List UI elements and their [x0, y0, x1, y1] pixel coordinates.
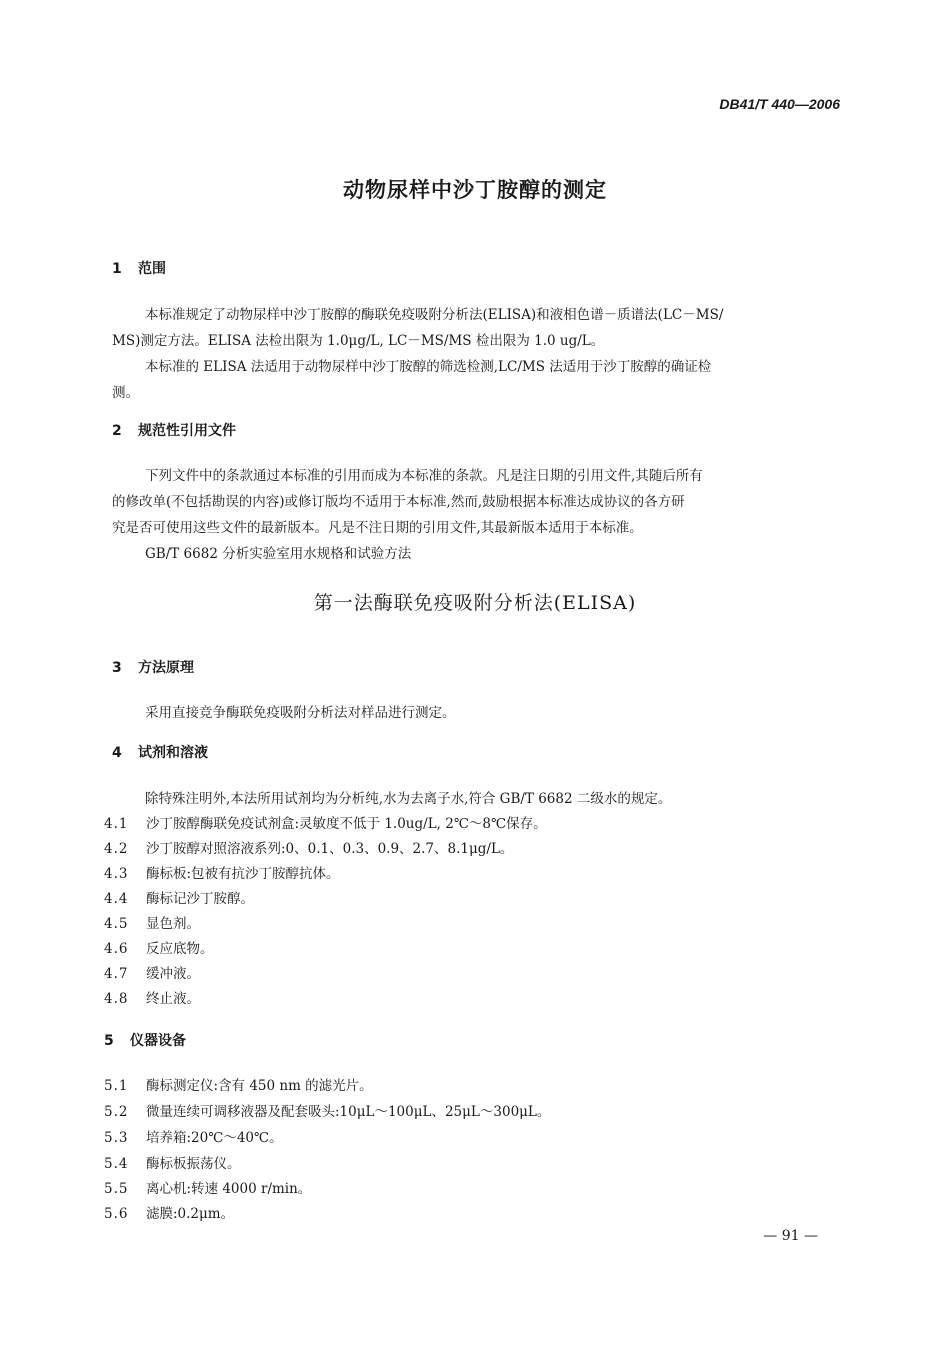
- list-item: [104, 937, 214, 957]
- item-number: 4.4: [104, 891, 129, 907]
- item-text: 酶标板振荡仪。: [146, 1156, 241, 1172]
- item-text: 反应底物。: [146, 941, 214, 957]
- item-number: 5.5: [104, 1181, 129, 1197]
- section-4-heading: [112, 742, 208, 762]
- section-2-reference: GB/T 6682 分析实验室用水规格和试验方法: [145, 546, 412, 562]
- section-2-line3: 究是否可使用这些文件的最新版本。凡是不注日期的引用文件,其最新版本适用于本标准。: [112, 520, 643, 536]
- section-1-para2-line2: 测。: [112, 385, 139, 401]
- item-text: 沙丁胺醇酶联免疫试剂盒:灵敏度不低于 1.0ug/L, 2℃～8℃保存。: [146, 816, 547, 832]
- section-1-heading: [112, 258, 166, 278]
- item-text: 终止液。: [146, 991, 200, 1007]
- list-item: [104, 1202, 234, 1222]
- item-number: 5.6: [104, 1206, 129, 1222]
- section-1-para1-line1: 本标准规定了动物尿样中沙丁胺醇的酶联免疫吸附分析法(ELISA)和液相色谱－质谱法(LC－MS/: [145, 307, 724, 323]
- section-2-line2: 的修改单(不包括勘误的内容)或修订版均不适用于本标准,然而,鼓励根据本标准达成协议的各方研: [112, 494, 685, 510]
- list-item: [104, 987, 200, 1007]
- page-title: 动物尿样中沙丁胺醇的测定: [343, 178, 607, 202]
- section-1-para2-line1: 本标准的 ELISA 法适用于动物尿样中沙丁胺醇的筛选检测,LC/MS 法适用于沙丁胺醇的确证检: [145, 359, 712, 375]
- item-number: 5.3: [104, 1130, 129, 1146]
- section-1-para1-line2: MS)测定方法。ELISA 法检出限为 1.0μg/L, LC－MS/MS 检出限为 1.0 ug/L。: [112, 333, 605, 349]
- section-3-title: 方法原理: [138, 660, 194, 676]
- item-text: 滤膜:0.2μm。: [146, 1206, 235, 1222]
- section-5-heading: [104, 1030, 186, 1050]
- section-5-number: 5: [104, 1033, 114, 1049]
- item-text: 培养箱:20℃～40℃。: [146, 1130, 283, 1146]
- section-1-title: 范围: [138, 261, 166, 277]
- item-number: 4.2: [104, 841, 129, 857]
- item-number: 5.1: [104, 1078, 129, 1094]
- section-4-title: 试剂和溶液: [138, 745, 208, 761]
- page-number: — 91 —: [763, 1228, 818, 1244]
- item-text: 酶标板:包被有抗沙丁胺醇抗体。: [146, 866, 340, 882]
- item-number: 5.2: [104, 1104, 129, 1120]
- item-number: 4.7: [104, 966, 129, 982]
- item-number: 4.6: [104, 941, 129, 957]
- section-2-title: 规范性引用文件: [138, 423, 236, 439]
- list-item: [104, 962, 200, 982]
- item-number: 4.3: [104, 866, 129, 882]
- section-3-text: 采用直接竞争酶联免疫吸附分析法对样品进行测定。: [145, 705, 456, 721]
- item-number: 4.1: [104, 816, 129, 832]
- item-number: 5.4: [104, 1156, 129, 1172]
- list-item: [104, 1074, 373, 1094]
- list-item: [104, 1177, 311, 1197]
- list-item: [104, 912, 200, 932]
- document-code: DB41/T 440—2006: [719, 96, 840, 112]
- section-4-number: 4: [112, 745, 122, 761]
- item-text: 离心机:转速 4000 r/min。: [146, 1181, 312, 1197]
- list-item: [104, 812, 547, 832]
- section-1-number: 1: [112, 261, 122, 277]
- section-2-heading: [112, 420, 236, 440]
- item-text: 酶标记沙丁胺醇。: [146, 891, 254, 907]
- list-item: [104, 1126, 283, 1146]
- section-4-intro: 除特殊注明外,本法所用试剂均为分析纯,水为去离子水,符合 GB/T 6682 二级水的规定。: [145, 791, 672, 807]
- list-item: [104, 862, 340, 882]
- list-item: [104, 1100, 550, 1120]
- item-number: 4.5: [104, 916, 129, 932]
- list-item: [104, 887, 254, 907]
- item-number: 4.8: [104, 991, 129, 1007]
- section-3-heading: [112, 657, 194, 677]
- list-item: [104, 837, 513, 857]
- section-2-line1: 下列文件中的条款通过本标准的引用而成为本标准的条款。凡是注日期的引用文件,其随后所有: [145, 468, 703, 484]
- item-text: 酶标测定仪:含有 450 nm 的滤光片。: [146, 1078, 373, 1094]
- section-5-title: 仪器设备: [130, 1033, 186, 1049]
- item-text: 缓冲液。: [146, 966, 200, 982]
- item-text: 显色剂。: [146, 916, 200, 932]
- method-title: 第一法酶联免疫吸附分析法(ELISA): [313, 592, 637, 614]
- item-text: 微量连续可调移液器及配套吸头:10μL～100μL、25μL～300μL。: [146, 1104, 551, 1120]
- item-text: 沙丁胺醇对照溶液系列:0、0.1、0.3、0.9、2.7、8.1μg/L。: [146, 841, 514, 857]
- section-3-number: 3: [112, 660, 122, 676]
- list-item: [104, 1152, 241, 1172]
- section-2-number: 2: [112, 423, 122, 439]
